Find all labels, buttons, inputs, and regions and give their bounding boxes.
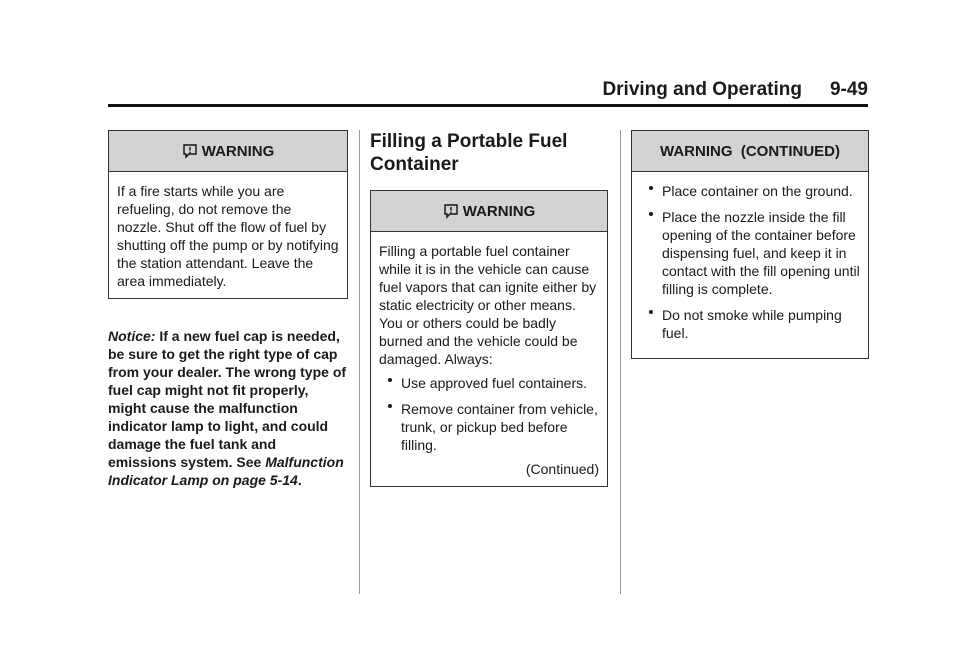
warning-bullet-list <box>640 182 860 342</box>
notice-end: . <box>297 472 302 488</box>
warning-body <box>109 172 347 298</box>
warning-body <box>632 172 868 358</box>
warning-header <box>109 131 347 172</box>
notice-label: Notice: <box>108 328 156 344</box>
warning-text: If a fire starts while you are refueling, do not remove the nozzle. Shut off the flow of fuel by shutting off the pump or by notifying the station attendant. Leave the area immediately. <box>117 183 339 289</box>
section-title: Filling a Portable Fuel Container <box>370 131 568 175</box>
list-item: Use approved fuel containers. <box>379 374 599 392</box>
column-2 <box>370 130 608 487</box>
warning-heading: WARNING <box>462 202 536 220</box>
chapter-title: Driving and Operating <box>602 79 802 100</box>
warning-box <box>108 130 348 299</box>
list-item: Place container on the ground. <box>640 182 860 200</box>
notice-paragraph <box>108 327 348 489</box>
column-divider <box>620 130 621 594</box>
column-divider <box>359 130 360 594</box>
warning-text: Filling a portable fuel container while it is in the vehicle can cause fuel vapors that can ignite either by static electricity or other means. You or others could be badly burned and the vehicle could be damaged. Always: <box>379 243 597 367</box>
page-header <box>108 80 868 107</box>
list-item: Do not smoke while pumping fuel. <box>640 306 860 342</box>
warning-bullet-list <box>379 374 599 454</box>
column-1 <box>108 130 348 489</box>
warning-body <box>371 232 607 486</box>
warning-header <box>371 191 607 232</box>
list-item: Remove container from vehicle, trunk, or pickup bed before filling. <box>379 400 599 454</box>
warning-heading: WARNING (CONTINUED) <box>660 142 840 160</box>
notice-text: If a new fuel cap is needed, be sure to get the right type of cap from your dealer. The wrong type of fuel cap might not fit properly, might cause the malfunction indicator lamp to light, and could damage the fuel tank and emissions system. See <box>108 328 347 470</box>
warning-box <box>631 130 869 359</box>
warning-heading: WARNING <box>201 142 275 160</box>
page-number: 9-49 <box>829 79 868 100</box>
warning-box <box>370 190 608 487</box>
speech-bubble-warning-icon <box>443 203 459 219</box>
warning-header <box>632 131 868 172</box>
continued-label: (Continued) <box>525 461 599 477</box>
column-3 <box>631 130 869 359</box>
speech-bubble-warning-icon <box>182 143 198 159</box>
list-item: Place the nozzle inside the fill opening of the container before dispensing fuel, and keep it in contact with the fill opening until filling is complete. <box>640 208 860 298</box>
cross-reference-link[interactable]: Malfunction Indicator Lamp on page 5-14 <box>108 454 344 488</box>
